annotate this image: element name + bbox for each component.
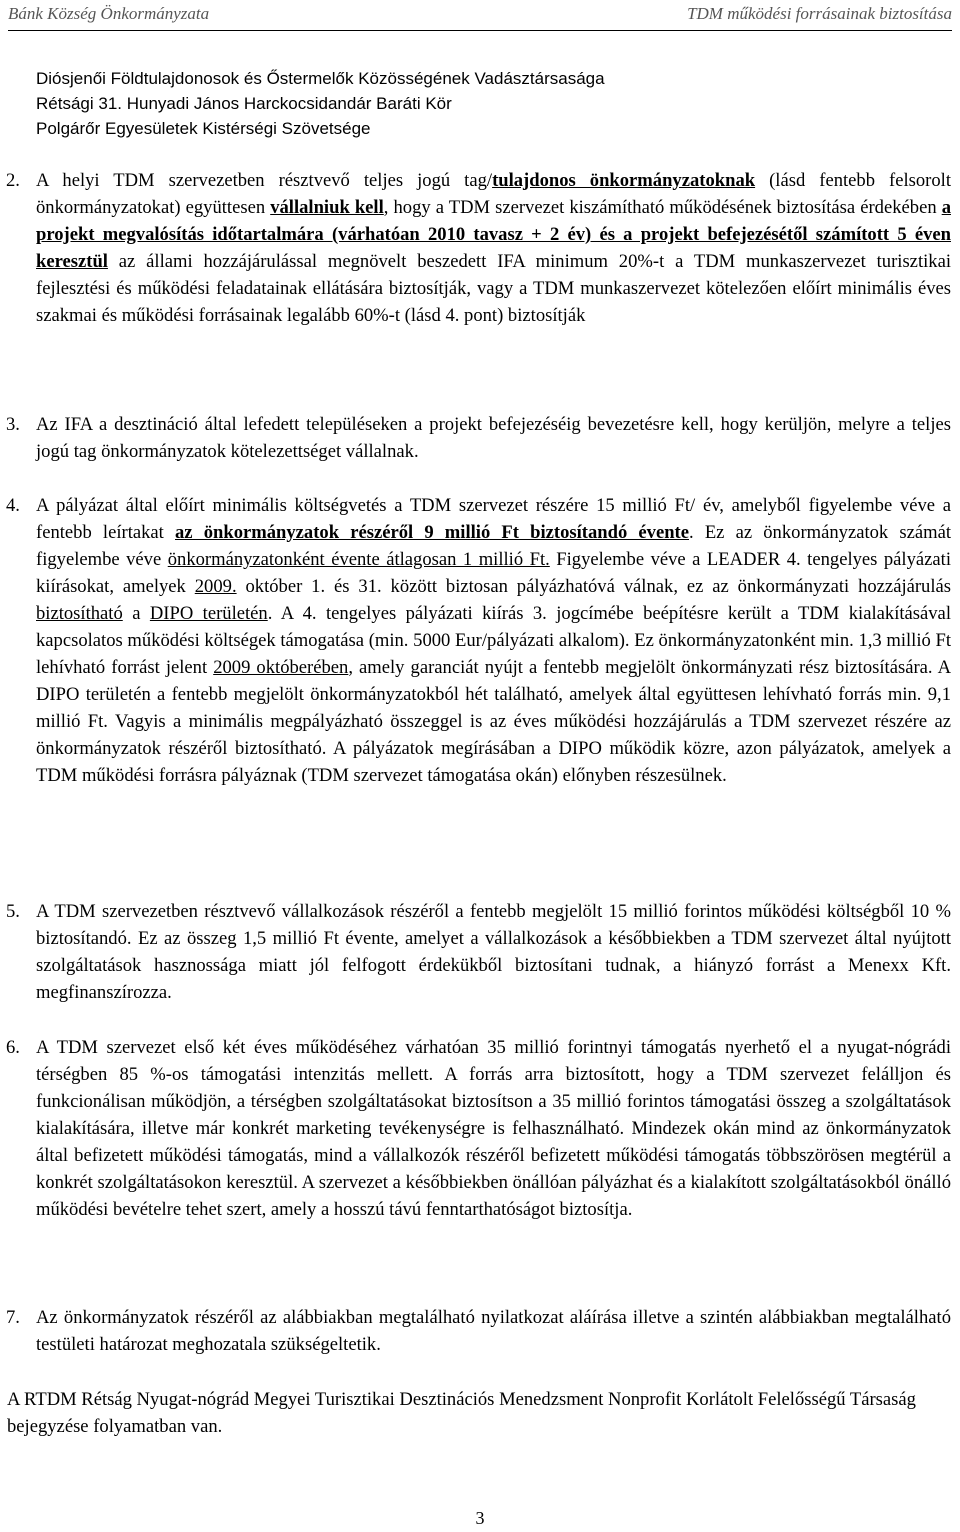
paragraph-4 xyxy=(6,492,952,789)
paragraph-number: 7. xyxy=(6,1307,20,1328)
closing-paragraph: A RTDM Rétság Nyugat-nógrád Megyei Turisztikai Desztinációs Menedzsment Nonprofit Korlátolt Felelősségű Társaság bejegyzése folyamatban van. xyxy=(7,1389,916,1437)
paragraph-text: október 1. és 31. között biztosan pályázhatóvá válnak, ez az önkormányzati hozzájárulás xyxy=(236,576,952,597)
emphasis-text: tulajdonos önkormányzatoknak xyxy=(492,170,756,191)
organization-item: Polgárőr Egyesületek Kistérségi Szövetsége xyxy=(36,119,371,138)
paragraph-text: A helyi TDM szervezetben résztvevő teljes jogú tag/ xyxy=(36,170,493,191)
paragraph-number: 2. xyxy=(6,170,20,191)
paragraph-text: A TDM szervezet első két éves működéséhez várhatóan 35 millió forintnyi támogatás nyerhető el a nyugat-nógrádi térségben 85 %-os támogatási intenzitás mellett. A forrás arra biztosított, hogy a TDM szervezet felálljon és funkcionálisan működjön, a térségben szolgáltatásokat biztosítson a 35 millió forintos támogatási összeg a szolgáltatások kialakítására, illetve már konkrét marketing tevékenységre is felhasználható. Mindezek okán mind az önkormányzatok által befizetett működési támogatás, mind a vállalkozók részéről befizetett működési támogatás többszörösen megtérül a konkrét szolgáltatásokon keresztül. A szervezet a későbbiekben önállóan pályázhat és a kialakított szolgáltatásokból önálló működési bevételre tehet szert, amely a hosszú távú fenntarthatóságot biztosítja. xyxy=(36,1037,951,1220)
organization-item: Rétsági 31. Hunyadi János Harckocsidandár Baráti Kör xyxy=(36,94,452,113)
paragraph-number: 3. xyxy=(6,414,20,435)
organization-list xyxy=(36,66,936,141)
header-left-title: Bánk Község Önkormányzata xyxy=(8,4,210,23)
page-number: 3 xyxy=(475,1508,485,1528)
header-right-title: TDM működési forrásainak biztosítása xyxy=(687,4,952,23)
underlined-text: DIPO területén xyxy=(149,603,268,624)
paragraph-number: 4. xyxy=(6,495,20,516)
underlined-text: 2009 októberében xyxy=(213,657,349,678)
paragraph-5 xyxy=(6,898,951,1006)
paragraph-text: . A 4. tengelyes pályázati kiírás 3. jogcímébe beépítésre került a TDM kialakításával kapcsolatos működési költségek támogatása (min. 5000 Eur/pályázati alkalom). Ez önkormányzatonként min. 1,3 millió Ft lehívható forrást jelent xyxy=(36,603,951,678)
emphasis-text: a projekt megvalósítás időtartalmára (várhatóan 2010 tavasz + 2 év) és a projekt befejezésétől számított 5 éven keresztül xyxy=(36,197,951,272)
paragraph-text: (lásd fentebb felsorolt önkormányzatokat) együttesen xyxy=(36,170,951,218)
organization-item: Diósjenői Földtulajdonosok és Őstermelők Közösségének Vadásztársasága xyxy=(36,69,605,88)
paragraph-number: 6. xyxy=(6,1037,20,1058)
underlined-text: 2009. xyxy=(194,576,237,597)
emphasis-text: az önkormányzatok részéről 9 millió Ft biztosítandó évente xyxy=(175,522,689,543)
paragraph-6 xyxy=(6,1034,951,1223)
paragraph-text: A TDM szervezetben résztvevő vállalkozások részéről a fentebb megjelölt 15 millió forintos működési költségből 10 % biztosítandó. Ez az összeg 1,5 millió Ft évente, amelyet a vállalkozások a későbbiekben a TDM szervezet által nyújtott szolgáltatások hasznossága miatt jól felfogott érdekükből biztosítani tudnak, a hiányzó forrást a Menexx Kft. megfinanszírozza. xyxy=(36,901,951,1003)
paragraph-text: Az önkormányzatok részéről az alábbiakban megtalálható nyilatkozat aláírása illetve a szintén alábbiakban megtalálható testületi határozat meghozatala szükségeltetik. xyxy=(36,1307,951,1355)
emphasis-text: vállalniuk kell xyxy=(270,197,384,218)
paragraph-text: , hogy a TDM szervezet kiszámítható működésének biztosítása érdekében xyxy=(383,197,942,218)
paragraph-text: , amely garanciát nyújt a fentebb megjelölt önkormányzati rész biztosítására. A DIPO területén a fentebb megjelölt önkormányzatokból hét található, amelyek által együttesen lehívható forrás min. 9,1 millió Ft. Vagyis a minimális megpályázható összeggel is az éves működési hozzájárulás a TDM szervezet részére az önkormányzatok részéről biztosítható. A pályázatok megírásában a DIPO működik közre, azon pályázatok, amelyek a TDM működési forrásra pályáznak (TDM szervezet támogatása okán) előnyben részesülnek. xyxy=(36,657,952,786)
paragraph-7 xyxy=(6,1304,951,1358)
paragraph-2 xyxy=(6,167,951,329)
paragraph-text: A pályázat által előírt minimális költségvetés a TDM szervezet részére 15 millió Ft/ év, amelyből figyelembe véve a fentebb leírtakat xyxy=(36,495,951,543)
paragraph-text: Az IFA a desztináció által lefedett településeken a projekt befejezéséig bevezetésre kell, hogy kerüljön, melyre a teljes jogú tag önkormányzatok kötelezettséget vállalnak. xyxy=(36,414,951,462)
underlined-text: önkormányzatonként évente átlagosan 1 millió Ft. xyxy=(167,549,550,570)
paragraph-text: a xyxy=(122,603,150,624)
paragraph-3 xyxy=(6,411,951,465)
paragraph-text: Figyelembe véve a LEADER 4. tengelyes pályázati kiírásokat, amelyek xyxy=(36,549,951,597)
page-header xyxy=(8,2,952,31)
paragraph-number: 5. xyxy=(6,901,20,922)
paragraph-text: . Ez az önkormányzatok számát figyelembe véve xyxy=(36,522,951,570)
underlined-text: biztosítható xyxy=(36,603,123,624)
paragraph-text: az állami hozzájárulással megnövelt beszedett IFA minimum 20%-t a TDM munkaszervezet turisztikai fejlesztési és működési feladatainak ellátására biztosítják, vagy a TDM munkaszervezet kötelezően előírt minimális éves szakmai és működési forrásainak legalább 60%-t (lásd 4. pont) biztosítják xyxy=(36,251,951,326)
